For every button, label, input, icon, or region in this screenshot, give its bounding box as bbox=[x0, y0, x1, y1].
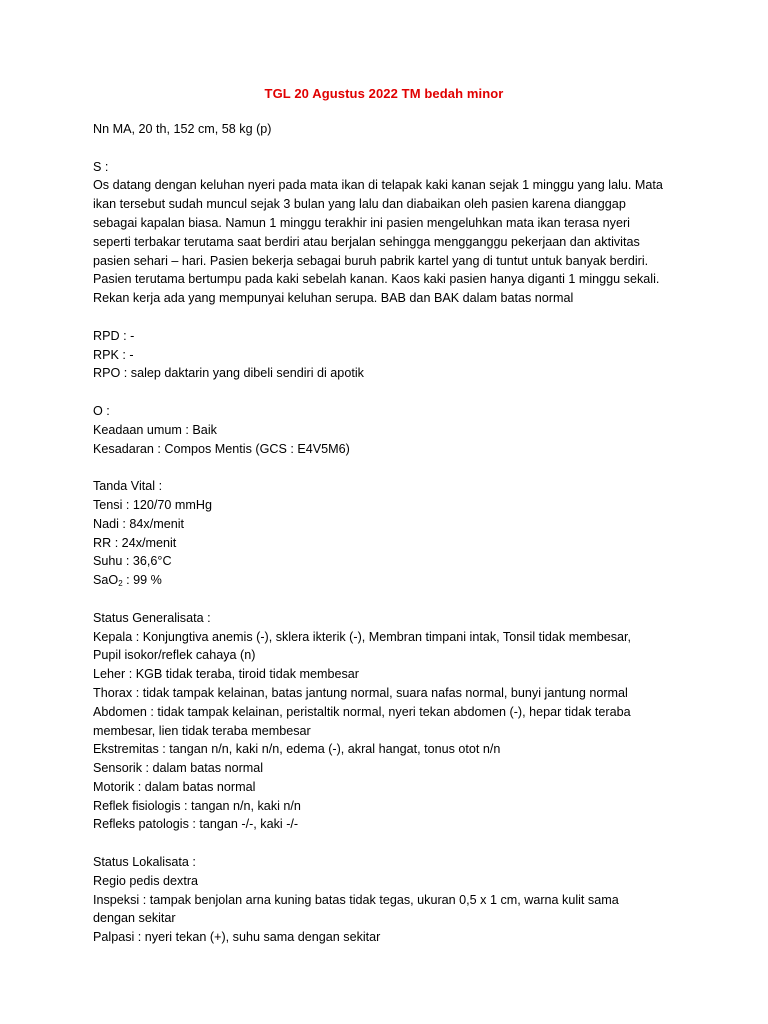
generalisata-line: Thorax : tidak tampak kelainan, batas jantung normal, suara nafas normal, bunyi jantung normal bbox=[93, 685, 628, 700]
subjective-line: sebagai kapalan biasa. Namun 1 minggu terakhir ini pasien mengeluhkan mata ikan terasa nyeri bbox=[93, 215, 630, 230]
lokalisata-line: dengan sekitar bbox=[93, 911, 176, 926]
objective-label: O : bbox=[93, 403, 110, 418]
generalisata-line: Kepala : Konjungtiva anemis (-), sklera ikterik (-), Membran timpani intak, Tonsil tidak membesar, bbox=[93, 629, 632, 644]
document-body bbox=[93, 120, 663, 947]
document-title: TGL 20 Agustus 2022 TM bedah minor bbox=[264, 86, 504, 101]
generalisata-line: Ekstremitas : tangan n/n, kaki n/n, edema (-), akral hangat, tonus otot n/n bbox=[93, 742, 501, 757]
generalisata-label: Status Generalisata : bbox=[93, 610, 211, 625]
generalisata-line: Pupil isokor/reflek cahaya (n) bbox=[93, 648, 256, 663]
subjective-line: ikan tersebut sudah muncul sejak 3 bulan yang lalu dan diabaikan oleh pasien karena dianggap bbox=[93, 197, 626, 212]
subjective-line: seperti terbakar terutama saat berdiri atau berjalan sehingga mengganggu pekerjaan dan aktivitas bbox=[93, 234, 640, 249]
subjective-line: pasien sehari – hari. Pasien bekerja sebagai buruh pabrik kartel yang di tuntut untuk banyak berdiri. bbox=[93, 253, 649, 268]
generalisata-line: Sensorik : dalam batas normal bbox=[93, 761, 264, 776]
history-rpk: RPK : - bbox=[93, 347, 134, 362]
subjective-text bbox=[93, 176, 663, 308]
subjective-line: Pasien terutama bertumpu pada kaki sebelah kanan. Kaos kaki pasien hanya diganti 1 minggu sekali. bbox=[93, 272, 660, 287]
sao2-subscript: 2 bbox=[118, 579, 123, 589]
vitals-label: Tanda Vital : bbox=[93, 479, 163, 494]
lokalisata-line: Palpasi : nyeri tekan (+), suhu sama dengan sekitar bbox=[93, 930, 381, 945]
vital-tensi: Tensi : 120/70 mmHg bbox=[93, 497, 212, 512]
generalisata-line: Leher : KGB tidak teraba, tiroid tidak membesar bbox=[93, 667, 359, 682]
history-rpo: RPO : salep daktarin yang dibeli sendiri di apotik bbox=[93, 366, 364, 381]
subjective-line: Rekan kerja ada yang mempunyai keluhan serupa. BAB dan BAK dalam batas normal bbox=[93, 291, 574, 306]
subjective-label: S : bbox=[93, 159, 109, 174]
sao2-prefix: SaO bbox=[93, 573, 119, 588]
generalisata-line: Reflek fisiologis : tangan n/n, kaki n/n bbox=[93, 798, 301, 813]
lokalisata-line: Regio pedis dextra bbox=[93, 873, 199, 888]
subjective-line: Os datang dengan keluhan nyeri pada mata ikan di telapak kaki kanan sejak 1 minggu yang lalu. Mata bbox=[93, 178, 663, 193]
generalisata-line: Abdomen : tidak tampak kelainan, peristaltik normal, nyeri tekan abdomen (-), hepar tidak teraba bbox=[93, 704, 631, 719]
generalisata-line: Refleks patologis : tangan -/-, kaki -/- bbox=[93, 817, 299, 832]
patient-info: Nn MA, 20 th, 152 cm, 58 kg (p) bbox=[93, 122, 272, 136]
vital-suhu: Suhu : 36,6°C bbox=[93, 554, 172, 569]
lokalisata-line: Inspeksi : tampak benjolan arna kuning batas tidak tegas, ukuran 0,5 x 1 cm, warna kulit sama bbox=[93, 892, 619, 907]
generalisata-line: Motorik : dalam batas normal bbox=[93, 779, 256, 794]
history-rpd: RPD : - bbox=[93, 328, 135, 343]
generalisata-line: membesar, lien tidak teraba membesar bbox=[93, 723, 311, 738]
vital-rr: RR : 24x/menit bbox=[93, 535, 177, 550]
sao2-value: : 99 % bbox=[122, 573, 162, 588]
keadaan-umum: Keadaan umum : Baik bbox=[93, 422, 217, 437]
vital-sao2 bbox=[93, 571, 663, 590]
lokalisata-label: Status Lokalisata : bbox=[93, 855, 196, 870]
vital-nadi: Nadi : 84x/menit bbox=[93, 516, 184, 531]
kesadaran: Kesadaran : Compos Mentis (GCS : E4V5M6) bbox=[93, 441, 350, 456]
